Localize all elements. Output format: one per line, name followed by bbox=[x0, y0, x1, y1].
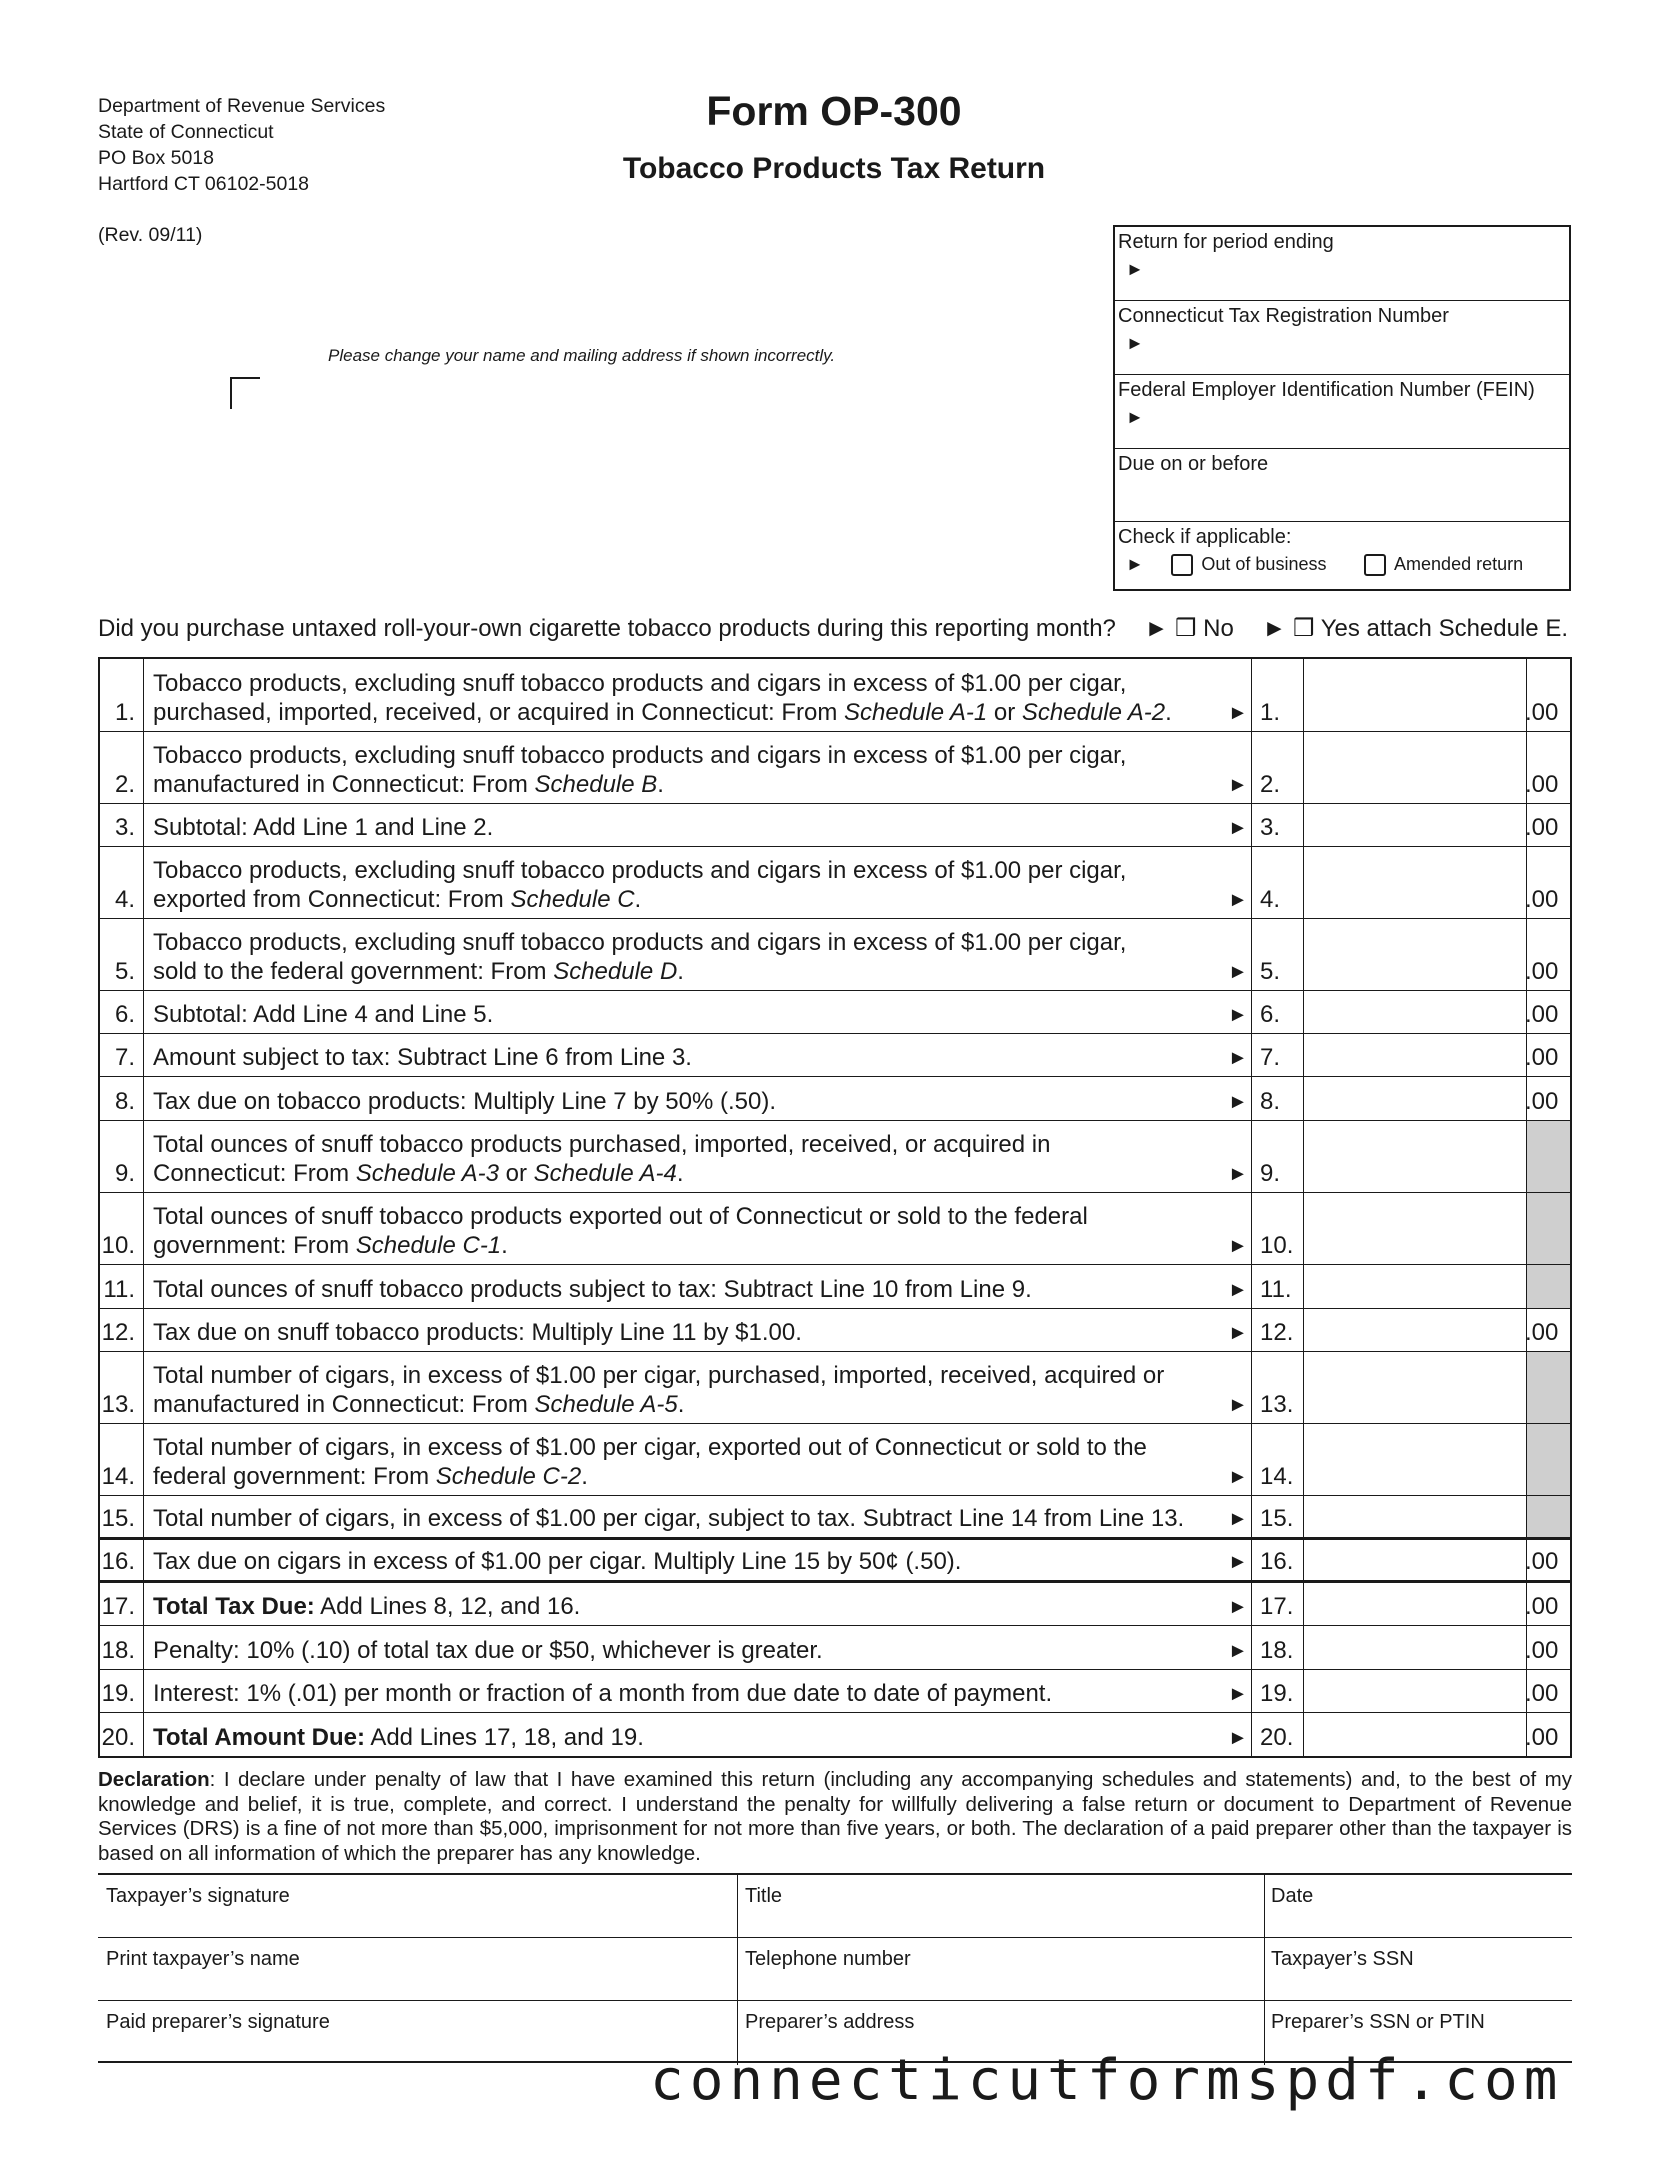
arrow-icon: ► bbox=[1228, 1551, 1248, 1573]
cents-value: .00 bbox=[1525, 958, 1559, 985]
line-description bbox=[153, 1361, 1308, 1419]
agency-state: State of Connecticut bbox=[98, 121, 274, 143]
line-item bbox=[100, 1077, 1570, 1121]
period-ending-label: Return for period ending bbox=[1118, 231, 1334, 253]
line-items-table bbox=[98, 657, 1572, 1758]
line-number: 2. bbox=[114, 771, 135, 798]
line-text: Total number of cigars, in excess of $1.00 per cigar, purchased, imported, received, acquired or bbox=[153, 1362, 1165, 1389]
agency-po-box: PO Box 5018 bbox=[98, 147, 214, 169]
arrow-icon: ► bbox=[1228, 774, 1248, 796]
line-reference: 15. bbox=[1260, 1505, 1294, 1532]
line-reference: 12. bbox=[1260, 1319, 1294, 1346]
line-description bbox=[153, 669, 1308, 727]
line-item bbox=[100, 1309, 1570, 1352]
agency-city: Hartford CT 06102-5018 bbox=[98, 173, 310, 195]
line-item bbox=[100, 991, 1570, 1034]
line-item bbox=[100, 1496, 1570, 1540]
line-text: Total ounces of snuff tobacco products purchased, imported, received, or acquired in bbox=[153, 1131, 1051, 1158]
line-text: Tobacco products, excluding snuff tobacco products and cigars in excess of $1.00 per cigar, bbox=[153, 929, 1127, 956]
line-text: Connecticut: From Schedule A-3 or Schedule A-4. bbox=[153, 1160, 684, 1187]
line-description bbox=[153, 1202, 1308, 1260]
line-number: 4. bbox=[114, 886, 135, 913]
amount-column-divider bbox=[1303, 659, 1304, 1756]
line-number: 17. bbox=[101, 1593, 135, 1620]
cents-value: .00 bbox=[1525, 814, 1559, 841]
line-text: manufactured in Connecticut: From Schedule A-5. bbox=[153, 1391, 685, 1418]
watermark: connecticutformspdf.com bbox=[650, 2048, 1564, 2113]
arrow-icon: ► bbox=[1228, 1640, 1248, 1662]
shaded-cell bbox=[1527, 1496, 1570, 1537]
line-item bbox=[100, 1034, 1570, 1077]
line-reference: 10. bbox=[1260, 1232, 1294, 1259]
line-text: government: From Schedule C-1. bbox=[153, 1232, 508, 1259]
arrow-icon: ► bbox=[1228, 1091, 1248, 1113]
line-number: 16. bbox=[101, 1548, 135, 1575]
date-field[interactable]: Date bbox=[1271, 1885, 1314, 1907]
taxpayer-name-field[interactable]: Print taxpayer’s name bbox=[106, 1948, 300, 1970]
line-description bbox=[153, 1592, 1308, 1621]
line-number: 5. bbox=[114, 958, 135, 985]
line-text: federal government: From Schedule C-2. bbox=[153, 1463, 588, 1490]
line-description: Penalty: 10% (.10) of total tax due or $50, whichever is greater. bbox=[153, 1637, 823, 1664]
shaded-cell bbox=[1527, 1193, 1570, 1264]
line-number: 18. bbox=[101, 1637, 135, 1664]
line-text: manufactured in Connecticut: From Schedule B. bbox=[153, 771, 664, 798]
line-item bbox=[100, 1193, 1570, 1265]
form-subtitle: Tobacco Products Tax Return bbox=[622, 152, 1046, 185]
arrow-icon: ► bbox=[1228, 889, 1248, 911]
line-reference: 13. bbox=[1260, 1391, 1294, 1418]
line-text: Add Lines 17, 18, and 19. bbox=[364, 1724, 644, 1751]
arrow-icon: ► bbox=[1228, 1322, 1248, 1344]
check-applicable-section bbox=[1115, 522, 1569, 588]
arrow-icon: ► bbox=[1126, 333, 1144, 353]
line-reference: 18. bbox=[1260, 1637, 1294, 1664]
line-item bbox=[100, 1583, 1570, 1626]
cents-value: .00 bbox=[1525, 699, 1559, 726]
line-text: Total number of cigars, in excess of $1.00 per cigar, exported out of Connecticut or sold to the bbox=[153, 1434, 1147, 1461]
answer-no-checkbox[interactable]: ► ❒ No bbox=[1144, 615, 1234, 642]
cents-value: .00 bbox=[1525, 1088, 1559, 1115]
arrow-icon: ► bbox=[1228, 702, 1248, 724]
line-text: purchased, imported, received, or acquired in Connecticut: From Schedule A-1 or Schedule A-2. bbox=[153, 699, 1172, 726]
line-text: Total ounces of snuff tobacco products exported out of Connecticut or sold to the federal bbox=[153, 1203, 1088, 1230]
line-bold-label: Total Amount Due: bbox=[153, 1724, 365, 1751]
arrow-icon: ► bbox=[1228, 1279, 1248, 1301]
cents-value: .00 bbox=[1525, 1724, 1559, 1751]
return-info-box bbox=[1113, 225, 1571, 591]
cents-value: .00 bbox=[1525, 1319, 1559, 1346]
line-number: 11. bbox=[103, 1276, 135, 1303]
line-reference: 2. bbox=[1260, 771, 1281, 798]
arrow-icon: ► bbox=[1228, 1047, 1248, 1069]
line-number: 12. bbox=[101, 1319, 135, 1346]
line-text: Tobacco products, excluding snuff tobacco products and cigars in excess of $1.00 per cigar, bbox=[153, 670, 1127, 697]
line-number: 7. bbox=[114, 1044, 135, 1071]
fein-label: Federal Employer Identification Number (FEIN) bbox=[1118, 379, 1535, 401]
signature-row bbox=[98, 1938, 1572, 2001]
out-of-business-checkbox[interactable] bbox=[1171, 554, 1193, 576]
declaration bbox=[98, 1768, 1572, 1866]
title-field[interactable]: Title bbox=[745, 1885, 783, 1907]
line-number: 9. bbox=[114, 1160, 135, 1187]
line-item bbox=[100, 1352, 1570, 1424]
line-description bbox=[153, 741, 1308, 799]
arrow-icon: ► bbox=[1228, 1163, 1248, 1185]
line-reference: 20. bbox=[1260, 1724, 1294, 1751]
shaded-cell bbox=[1527, 1121, 1570, 1192]
line-text: Tobacco products, excluding snuff tobacco products and cigars in excess of $1.00 per cigar, bbox=[153, 857, 1127, 884]
line-reference: 17. bbox=[1260, 1593, 1294, 1620]
line-description bbox=[153, 1130, 1308, 1188]
arrow-icon: ► bbox=[1126, 259, 1144, 279]
line-description: Interest: 1% (.01) per month or fraction of a month from due date to date of payment. bbox=[153, 1680, 1053, 1707]
arrow-icon: ► bbox=[1228, 1727, 1248, 1749]
line-reference: 9. bbox=[1260, 1160, 1281, 1187]
line-reference: 4. bbox=[1260, 886, 1281, 913]
registration-number-label: Connecticut Tax Registration Number bbox=[1118, 305, 1449, 327]
line-description bbox=[153, 928, 1308, 986]
line-reference: 8. bbox=[1260, 1088, 1281, 1115]
line-text: Tobacco products, excluding snuff tobacco products and cigars in excess of $1.00 per cigar, bbox=[153, 742, 1127, 769]
line-description: Tax due on tobacco products: Multiply Line 7 by 50% (.50). bbox=[153, 1088, 777, 1115]
cents-column-divider bbox=[1526, 659, 1527, 1756]
line-reference: 3. bbox=[1260, 814, 1281, 841]
answer-yes-checkbox[interactable]: ► ❒ Yes attach Schedule E. bbox=[1262, 615, 1568, 642]
line-item bbox=[100, 847, 1570, 919]
arrow-icon: ► bbox=[1126, 554, 1144, 574]
due-date-label: Due on or before bbox=[1118, 453, 1269, 475]
signature-row bbox=[98, 1875, 1572, 1938]
declaration-heading: Declaration bbox=[98, 1768, 210, 1791]
line-item bbox=[100, 919, 1570, 991]
preparer-address-field[interactable]: Preparer’s address bbox=[745, 2011, 915, 2033]
cents-value: .00 bbox=[1525, 1001, 1559, 1028]
line-reference: 11. bbox=[1260, 1276, 1292, 1303]
telephone-field[interactable]: Telephone number bbox=[745, 1948, 911, 1970]
cents-value: .00 bbox=[1525, 1044, 1559, 1071]
preparer-ssn-field[interactable]: Preparer’s SSN or PTIN bbox=[1271, 2011, 1485, 2033]
line-description bbox=[153, 1433, 1308, 1491]
arrow-icon: ► bbox=[1126, 407, 1144, 427]
cents-value: .00 bbox=[1525, 1593, 1559, 1620]
line-item bbox=[100, 1424, 1570, 1496]
line-item bbox=[100, 1713, 1570, 1756]
arrow-icon: ► bbox=[1228, 1596, 1248, 1618]
line-item bbox=[100, 1626, 1570, 1670]
line-number: 3. bbox=[114, 814, 135, 841]
line-reference: 6. bbox=[1260, 1001, 1281, 1028]
cents-value: .00 bbox=[1525, 1680, 1559, 1707]
line-number: 15. bbox=[101, 1505, 135, 1532]
arrow-icon: ► bbox=[1228, 1235, 1248, 1257]
line-reference: 16. bbox=[1260, 1548, 1294, 1575]
line-text: exported from Connecticut: From Schedule C. bbox=[153, 886, 642, 913]
cents-value: .00 bbox=[1525, 771, 1559, 798]
registration-number-field[interactable] bbox=[1115, 301, 1569, 375]
agency-name: Department of Revenue Services bbox=[98, 95, 386, 117]
line-reference: 19. bbox=[1260, 1680, 1294, 1707]
line-number: 10. bbox=[101, 1232, 135, 1259]
line-item bbox=[100, 732, 1570, 804]
line-number: 13. bbox=[101, 1391, 135, 1418]
line-number: 20. bbox=[101, 1724, 135, 1751]
shaded-cell bbox=[1527, 1352, 1570, 1423]
arrow-icon: ► bbox=[1228, 1508, 1248, 1530]
taxpayer-ssn-field[interactable]: Taxpayer’s SSN bbox=[1271, 1948, 1414, 1970]
amended-return-checkbox[interactable] bbox=[1364, 554, 1386, 576]
line-description bbox=[153, 1723, 1308, 1752]
reference-column-divider bbox=[1251, 659, 1252, 1756]
shaded-cell bbox=[1527, 1265, 1570, 1308]
line-number: 8. bbox=[114, 1088, 135, 1115]
out-of-business-label: Out of business bbox=[1201, 554, 1327, 575]
line-number: 19. bbox=[101, 1680, 135, 1707]
period-ending-field[interactable] bbox=[1115, 227, 1569, 301]
line-item bbox=[100, 659, 1570, 732]
address-note: Please change your name and mailing address if shown incorrectly. bbox=[328, 346, 836, 365]
arrow-icon: ► bbox=[1228, 817, 1248, 839]
arrow-icon: ► bbox=[1228, 1004, 1248, 1026]
cents-value: .00 bbox=[1525, 1637, 1559, 1664]
due-date-field[interactable] bbox=[1115, 449, 1569, 522]
line-reference: 7. bbox=[1260, 1044, 1281, 1071]
line-number: 14. bbox=[101, 1463, 135, 1490]
line-item bbox=[100, 1121, 1570, 1193]
question-text: Did you purchase untaxed roll-your-own cigarette tobacco products during this reporting month? bbox=[98, 615, 1116, 642]
line-item bbox=[100, 804, 1570, 847]
line-description: Subtotal: Add Line 4 and Line 5. bbox=[153, 1001, 494, 1028]
taxpayer-signature-field[interactable]: Taxpayer’s signature bbox=[106, 1885, 290, 1907]
line-reference: 5. bbox=[1260, 958, 1281, 985]
number-column-divider bbox=[143, 659, 144, 1756]
line-text: sold to the federal government: From Schedule D. bbox=[153, 958, 684, 985]
cents-value: .00 bbox=[1525, 1548, 1559, 1575]
address-window-corner bbox=[230, 377, 260, 409]
amended-return-label: Amended return bbox=[1394, 554, 1524, 575]
revision-date: (Rev. 09/11) bbox=[98, 224, 203, 246]
line-description: Subtotal: Add Line 1 and Line 2. bbox=[153, 814, 494, 841]
roll-your-own-question bbox=[98, 614, 1568, 643]
line-item bbox=[100, 1670, 1570, 1713]
form-title: Form OP-300 bbox=[706, 88, 962, 134]
line-description: Total ounces of snuff tobacco products subject to tax: Subtract Line 10 from Line 9. bbox=[153, 1276, 1032, 1303]
arrow-icon: ► bbox=[1228, 961, 1248, 983]
check-applicable-label: Check if applicable: bbox=[1118, 526, 1292, 548]
shaded-cell bbox=[1527, 1424, 1570, 1495]
fein-field[interactable] bbox=[1115, 375, 1569, 449]
line-number: 1. bbox=[114, 699, 135, 726]
line-description: Tax due on cigars in excess of $1.00 per cigar. Multiply Line 15 by 50¢ (.50). bbox=[153, 1548, 962, 1575]
arrow-icon: ► bbox=[1228, 1466, 1248, 1488]
line-item bbox=[100, 1265, 1570, 1309]
line-text: Add Lines 8, 12, and 16. bbox=[314, 1593, 581, 1620]
line-item bbox=[100, 1540, 1570, 1583]
arrow-icon: ► bbox=[1228, 1683, 1248, 1705]
line-description: Amount subject to tax: Subtract Line 6 from Line 3. bbox=[153, 1044, 692, 1071]
arrow-icon: ► bbox=[1228, 1394, 1248, 1416]
cents-value: .00 bbox=[1525, 886, 1559, 913]
line-reference: 1. bbox=[1260, 699, 1281, 726]
line-description: Tax due on snuff tobacco products: Multiply Line 11 by $1.00. bbox=[153, 1319, 802, 1346]
preparer-signature-field[interactable]: Paid preparer’s signature bbox=[106, 2011, 330, 2033]
signature-block bbox=[98, 1873, 1572, 2063]
line-number: 6. bbox=[114, 1001, 135, 1028]
line-reference: 14. bbox=[1260, 1463, 1294, 1490]
line-bold-label: Total Tax Due: bbox=[153, 1593, 315, 1620]
line-description: Total number of cigars, in excess of $1.00 per cigar, subject to tax. Subtract Line 14 from Line 13. bbox=[153, 1505, 1185, 1532]
line-description bbox=[153, 856, 1308, 914]
declaration-text: : I declare under penalty of law that I have examined this return (including any accompanying schedules and statements) and, to the best of my knowledge and belief, it is true, complete, and correct. I understand the penalty for willfully delivering a false return or document to Department of Revenue Services (DRS) is a fine of not more than $5,000, imprisonment for not more than five years, or both. The declaration of a paid preparer other than the taxpayer is based on all information of which the preparer has any knowledge. bbox=[98, 1768, 1572, 1865]
